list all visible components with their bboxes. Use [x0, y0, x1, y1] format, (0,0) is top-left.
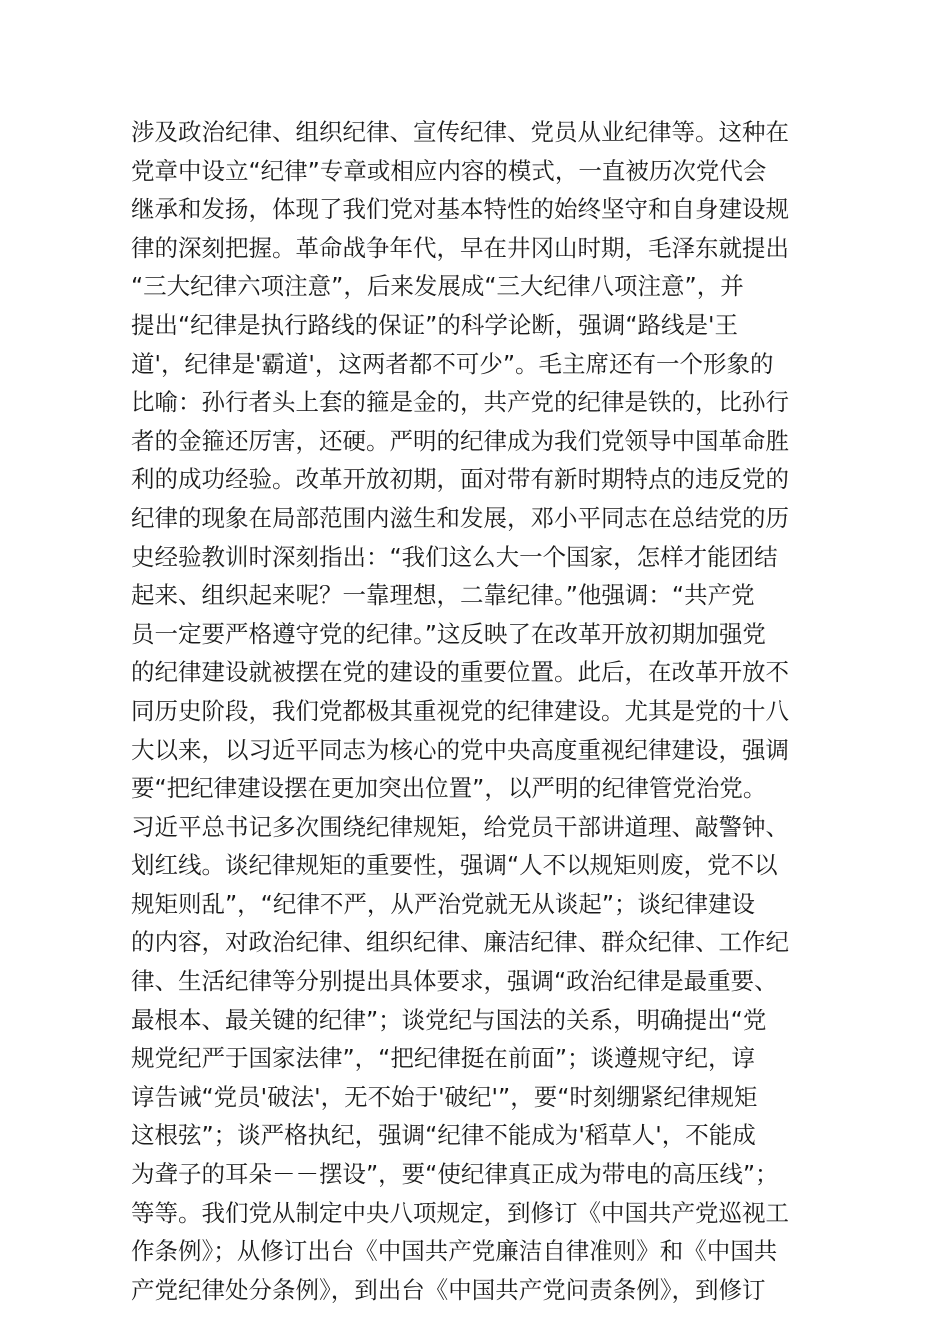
text-line: 律、生活纪律等分别提出具体要求，强调“政治纪律是最重要、: [131, 967, 778, 996]
text-line: 要“把纪律建设摆在更加突出位置”，以严明的纪律管党治党。: [131, 774, 767, 803]
text-line: 的内容，对政治纪律、组织纪律、廉洁纪律、群众纪律、工作纪: [131, 928, 789, 957]
text-line: 这根弦”；谈严格执纪，强调“纪律不能成为'稻草人'，不能成: [131, 1121, 756, 1150]
text-line: 产党纪律处分条例》，到出台《中国共产党问责条例》，到修订: [131, 1275, 766, 1304]
text-line: 党章中设立“纪律”专章或相应内容的模式，一直被历次党代会: [131, 156, 767, 185]
text-line: 作条例》；从修订出台《中国共产党廉洁自律准则》和《中国共: [131, 1237, 778, 1266]
text-line: 同历史阶段，我们党都极其重视党的纪律建设。尤其是党的十八: [131, 696, 789, 725]
text-line: 利的成功经验。改革开放初期，面对带有新时期特点的违反党的: [131, 465, 789, 494]
text-line: 为聋子的耳朵－－摆设”，要“使纪律真正成为带电的高压线”；: [131, 1160, 779, 1189]
text-line: 纪律的现象在局部范围内滋生和发展，邓小平同志在总结党的历: [131, 503, 789, 532]
text-line: 划红线。谈纪律规矩的重要性，强调“人不以规矩则废，党不以: [131, 851, 778, 880]
text-line: “三大纪律六项注意”，后来发展成“三大纪律八项注意”，并: [131, 272, 744, 301]
text-line: 比喻：孙行者头上套的箍是金的，共产党的纪律是铁的，比孙行: [131, 388, 789, 417]
text-line: 道'，纪律是'霸道'，这两者都不可少”。毛主席还有一个形象的: [131, 349, 774, 378]
text-line: 等等。我们党从制定中央八项规定，到修订《中国共产党巡视工: [131, 1198, 789, 1227]
body-paragraph: [131, 113, 871, 1309]
text-line: 继承和发扬，体现了我们党对基本特性的始终坚守和自身建设规: [131, 195, 789, 224]
text-line: 者的金箍还厉害，还硬。严明的纪律成为我们党领导中国革命胜: [131, 426, 789, 455]
text-line: 律的深刻把握。革命战争年代，早在井冈山时期，毛泽东就提出: [131, 233, 789, 262]
text-line: 规矩则乱”，“纪律不严，从严治党就无从谈起”；谈纪律建设: [131, 889, 756, 918]
text-line: 谆告诫“党员'破法'，无不始于'破纪'”，要“时刻绷紧纪律规矩: [131, 1082, 758, 1111]
text-line: 最根本、最关键的纪律”；谈党纪与国法的关系，明确提出“党: [131, 1005, 767, 1034]
text-line: 员一定要严格遵守党的纪律。”这反映了在改革开放初期加强党: [131, 619, 766, 648]
text-line: 提出“纪律是执行路线的保证”的科学论断，强调“路线是'王: [131, 310, 738, 339]
text-line: 大以来，以习近平同志为核心的党中央高度重视纪律建设，强调: [131, 735, 789, 764]
text-line: 习近平总书记多次围绕纪律规矩，给党员干部讲道理、敲警钟、: [131, 812, 789, 841]
text-line: 规党纪严于国家法律”，“把纪律挺在前面”；谈遵规守纪，谆: [131, 1044, 756, 1073]
text-line: 涉及政治纪律、组织纪律、宣传纪律、党员从业纪律等。这种在: [131, 118, 789, 146]
text-line: 史经验教训时深刻指出：“我们这么大一个国家，怎样才能团结: [131, 542, 778, 571]
text-line: 起来、组织起来呢？一靠理想，二靠纪律。”他强调：“共产党: [131, 581, 755, 610]
text-line: 的纪律建设就被摆在党的建设的重要位置。此后，在改革开放不: [131, 658, 789, 687]
